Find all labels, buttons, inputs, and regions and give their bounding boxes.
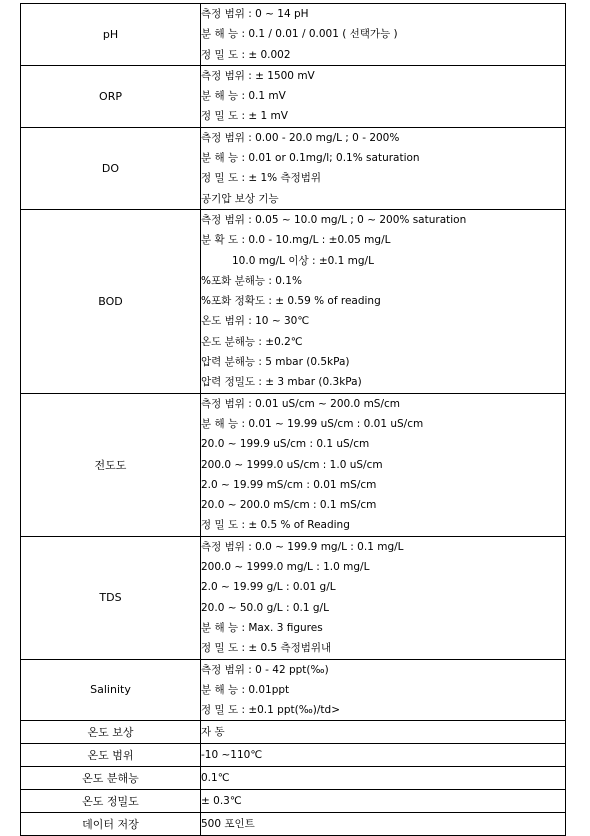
row-values (201, 393, 566, 536)
row-values (201, 4, 566, 66)
value-line: 정 밀 도 : ± 1 mV (201, 110, 288, 123)
table-row (21, 659, 566, 721)
row-label: BOD (21, 209, 201, 393)
value-line: 20.0 ~ 199.9 uS/cm : 0.1 uS/cm (201, 438, 370, 451)
row-label: TDS (21, 536, 201, 659)
table-row (21, 4, 566, 66)
row-label: 온도 분해능 (21, 767, 201, 790)
value-line: 200.0 ~ 1999.0 uS/cm : 1.0 uS/cm (201, 458, 383, 471)
value-line: 분 해 능 : 0.01ppt (201, 683, 290, 696)
table-row (21, 536, 566, 659)
value-line: 2.0 ~ 19.99 mS/cm : 0.01 mS/cm (201, 478, 377, 491)
value-line: 분 해 능 : 0.1 / 0.01 / 0.001 ( 선택가능 ) (201, 28, 398, 41)
table-row (21, 790, 566, 813)
value-line: 측정 범위 : 0 - 42 ppt(‰) (201, 663, 329, 676)
table-row (21, 721, 566, 744)
value-line: %포화 정확도 : ± 0.59 % of reading (201, 295, 381, 308)
value-line: 압력 정밀도 : ± 3 mbar (0.3kPa) (201, 376, 362, 389)
row-label: ORP (21, 65, 201, 127)
value-line: 압력 분해능 : 5 mbar (0.5kPa) (201, 356, 350, 369)
value-line: 분 해 능 : Max. 3 figures (201, 621, 323, 634)
row-values (201, 767, 566, 790)
value-line: ± 0.3℃ (201, 795, 242, 808)
row-values (201, 721, 566, 744)
value-line: 측정 범위 : 0.00 - 20.0 mg/L ; 0 - 200% (201, 131, 400, 144)
spec-table (20, 3, 566, 836)
value-line: 분 해 능 : 0.01 ~ 19.99 uS/cm : 0.01 uS/cm (201, 417, 424, 430)
table-row (21, 209, 566, 393)
row-label: 온도 정밀도 (21, 790, 201, 813)
value-line: 20.0 ~ 200.0 mS/cm : 0.1 mS/cm (201, 499, 377, 512)
table-row (21, 393, 566, 536)
table-row (21, 813, 566, 836)
value-line: 분 확 도 : 0.0 - 10.mg/L : ±0.05 mg/L (201, 234, 391, 247)
row-values (201, 790, 566, 813)
value-line: 0.1℃ (201, 772, 230, 785)
value-line: 정 밀 도 : ± 0.002 (201, 48, 291, 61)
value-line: 측정 범위 : 0.0 ~ 199.9 mg/L : 0.1 mg/L (201, 540, 404, 553)
table-row (21, 744, 566, 767)
row-values (201, 536, 566, 659)
value-line: -10 ~110℃ (201, 749, 263, 762)
value-line: 정 밀 도 : ±0.1 ppt(‰)/td> (201, 704, 340, 717)
table-row (21, 127, 566, 209)
row-values (201, 65, 566, 127)
row-label: DO (21, 127, 201, 209)
value-line: 2.0 ~ 19.99 g/L : 0.01 g/L (201, 581, 336, 594)
value-line: 정 밀 도 : ± 1% 측정범위 (201, 172, 322, 185)
value-line: 자 동 (201, 726, 225, 739)
value-line: 측정 범위 : 0.01 uS/cm ~ 200.0 mS/cm (201, 397, 400, 410)
table-row (21, 65, 566, 127)
value-line: 분 해 능 : 0.1 mV (201, 90, 286, 103)
value-line: 10.0 mg/L 이상 : ±0.1 mg/L (232, 254, 374, 267)
row-values (201, 813, 566, 836)
value-line: 온도 범위 : 10 ~ 30℃ (201, 315, 310, 328)
value-line: 20.0 ~ 50.0 g/L : 0.1 g/L (201, 601, 329, 614)
value-line: 500 포인트 (201, 818, 255, 831)
value-line: 측정 범위 : 0 ~ 14 pH (201, 8, 309, 20)
row-label: pH (21, 4, 201, 66)
row-values (201, 744, 566, 767)
row-label: 데이터 저장 (21, 813, 201, 836)
table-row (21, 767, 566, 790)
value-line: 분 해 능 : 0.01 or 0.1mg/l; 0.1% saturation (201, 152, 420, 165)
value-line: 정 밀 도 : ± 0.5 % of Reading (201, 519, 350, 532)
row-values (201, 127, 566, 209)
row-label: 온도 보상 (21, 721, 201, 744)
value-line: 공기압 보상 기능 (201, 192, 279, 205)
row-label: 전도도 (21, 393, 201, 536)
value-line: 측정 범위 : 0.05 ~ 10.0 mg/L ; 0 ~ 200% saturation (201, 213, 467, 226)
row-values (201, 659, 566, 721)
value-line: 측정 범위 : ± 1500 mV (201, 69, 315, 82)
value-line: %포화 분해능 : 0.1% (201, 274, 302, 287)
value-line: 200.0 ~ 1999.0 mg/L : 1.0 mg/L (201, 561, 370, 574)
value-line: 정 밀 도 : ± 0.5 측정범위내 (201, 642, 332, 655)
value-line: 온도 분해능 : ±0.2℃ (201, 335, 303, 348)
row-label: Salinity (21, 659, 201, 721)
row-label: 온도 범위 (21, 744, 201, 767)
row-values (201, 209, 566, 393)
